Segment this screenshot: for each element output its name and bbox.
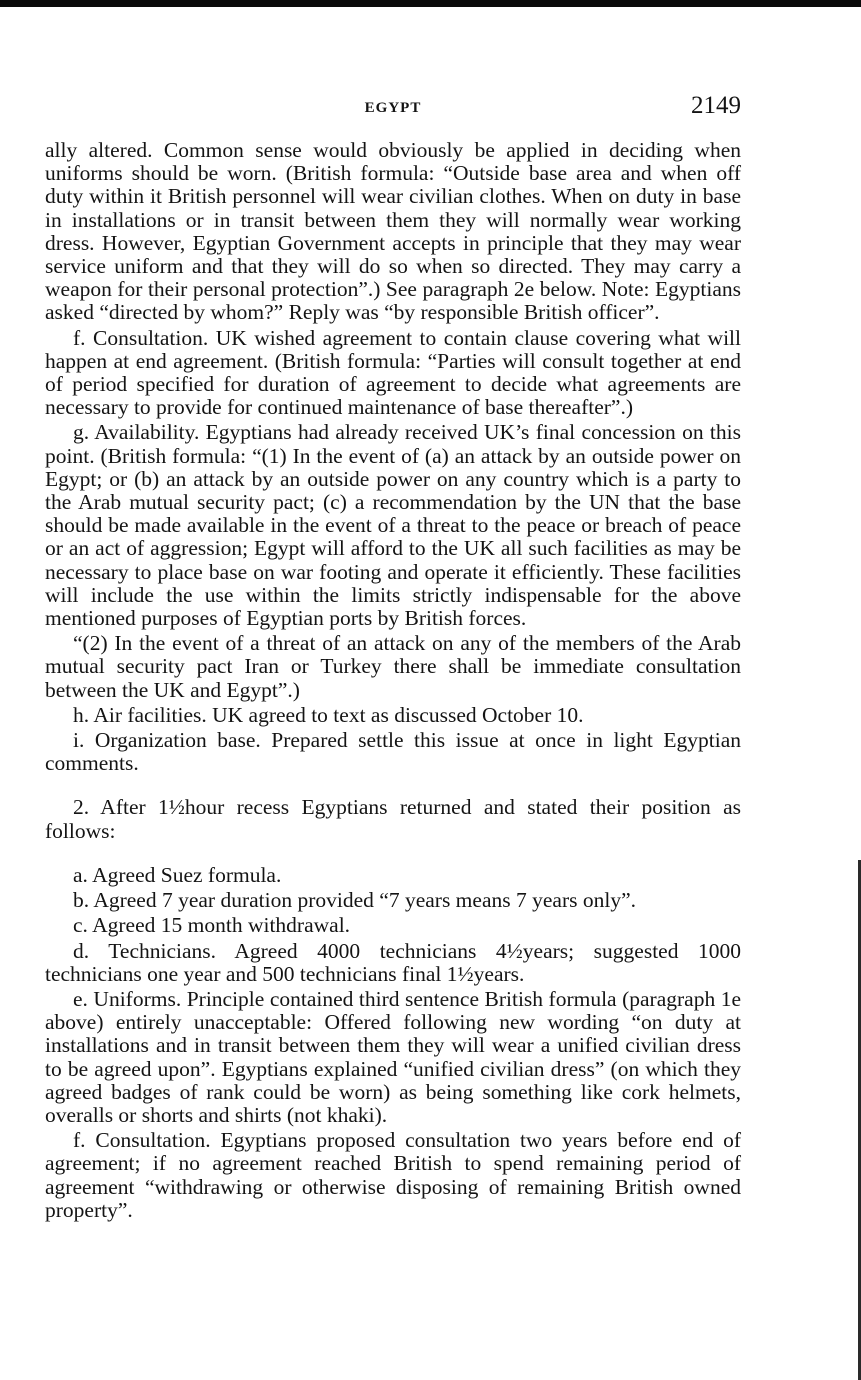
paragraph-1h-air-facilities: h. Air facilities. UK agreed to text as discussed October 10.	[73, 702, 584, 727]
paragraph-2e-uniforms: e. Uniforms. Principle contained third sentence British formula (paragraph 1e above) entirely unacceptable: Offered following new wording “on duty at installations and in transit between them they will wear a unified civilian dress to be agreed upon”. Egyptians explained “unified civilian dress” (on which they agreed badges of rank could be worn) as being something like cork helmets, overalls or shorts and shirts (not khaki).	[45, 986, 741, 1127]
paragraph-2f-consultation: f. Consultation. Egyptians proposed consultation two years before end of agreement; if no agreement reached British to spend remaining period of agreement “withdrawing or otherwise disposing of remaining British owned property”.	[45, 1128, 741, 1222]
paragraph-2c-withdrawal: c. Agreed 15 month withdrawal.	[73, 913, 351, 938]
paragraph-2a-suez: a. Agreed Suez formula.	[73, 862, 282, 887]
running-head: EGYPT	[364, 100, 422, 116]
paragraph-1g-part-2: “(2) In the event of a threat of an attack on any of the members of the Arab mutual security pact Iran or Turkey there shall be immediate consultation between the UK and Egypt”.)	[45, 631, 741, 702]
paragraph-1i-organization-base: i. Organization base. Prepared settle this issue at once in light Egyptian comments.	[45, 728, 741, 776]
paragraph-2b-duration: b. Agreed 7 year duration provided “7 years means 7 years only”.	[73, 888, 636, 913]
paragraph-1e-continued: ally altered. Common sense would obviously be applied in deciding when uniforms should be worn. (British formula: “Outside base area and when off duty within it British personnel will wear civilian clothes. When on duty in base in installations or in transit between them they will normally wear working dress. However, Egyptian Government accepts in principle that they may wear service uniform and that they will do so when so directed. They may carry a weapon for their personal protection”.) See paragraph 2e below. Note: Egyptians asked “directed by whom?” Reply was “by responsible British officer”.	[45, 138, 741, 325]
paragraph-2d-technicians: d. Technicians. Agreed 4000 technicians 4½years; suggested 1000 technicians one year and 500 technicians final 1½years.	[45, 938, 741, 986]
scan-top-border	[0, 0, 861, 7]
page-header	[45, 92, 741, 126]
paragraph-1f-consultation: f. Consultation. UK wished agreement to contain clause covering what will happen at end agreement. (British formula: “Parties will consult together at end of period specified for duration of agreement to decide what agreements are necessary to provide for continued maintenance of base thereafter”.)	[45, 325, 741, 420]
paragraph-1g-availability: g. Availability. Egyptians had already received UK’s final concession on this point. (British formula: “(1) In the event of (a) an attack by an outside power on Egypt; or (b) an attack by an outside power on any country which is a party to the Arab mutual security pact; (c) a recommendation by the UN that the base should be made available in the event of a threat to the peace or breach of peace or an act of aggression; Egypt will afford to the UK all such facilities as may be necessary to place base on war footing and operate it efficiently. These facilities will include the use within the limits strictly indispensable for the above mentioned purposes of Egyptian ports by British forces.	[45, 420, 741, 631]
page-body	[45, 139, 741, 1222]
paragraph-2-intro: 2. After 1½hour recess Egyptians returned and stated their position as follows:	[45, 795, 741, 843]
page-number: 2149	[691, 92, 741, 119]
